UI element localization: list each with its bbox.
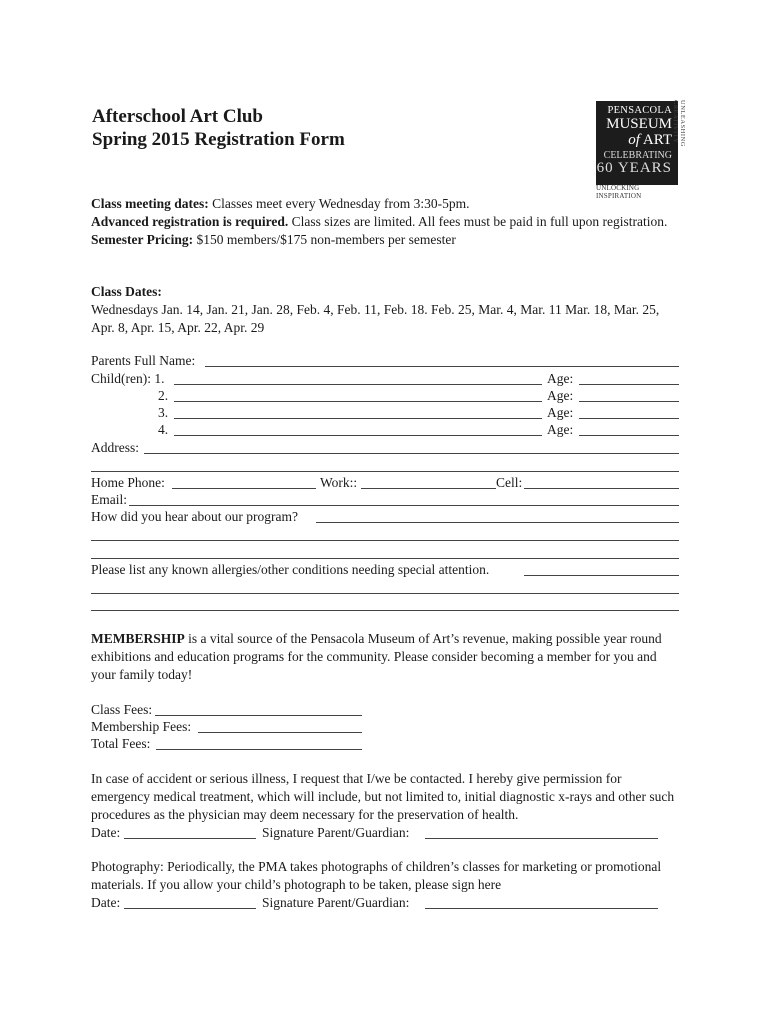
child-2-label: 2. — [158, 388, 169, 403]
title-line-1: Afterschool Art Club — [92, 106, 263, 127]
how-heard-field-line-2[interactable] — [91, 540, 679, 541]
logo-tagline: UNLOCKING INSPIRATION — [596, 184, 642, 200]
child-1-label: Child(ren): 1. — [91, 371, 165, 386]
allergies-field-line-2[interactable] — [91, 593, 679, 594]
photo-signature-field[interactable] — [425, 908, 658, 909]
logo-side-text: UNLEASHING CREATIVITY — [672, 100, 686, 147]
allergies-field-line-1[interactable] — [524, 575, 679, 576]
membership-text: is a vital source of the Pensacola Museum of Art’s revenue, making possible year round exhibitions and education programs for the community. Please consider becoming a member for you and your family today! — [91, 631, 662, 682]
membership-fees-label: Membership Fees: — [91, 719, 192, 734]
medical-date-field[interactable] — [124, 838, 256, 839]
work-phone-field[interactable] — [361, 488, 496, 489]
child-3-age-label: Age: — [547, 405, 574, 420]
photo-date-label: Date: — [91, 895, 121, 910]
title-line-2: Spring 2015 Registration Form — [92, 129, 345, 150]
membership-label: MEMBERSHIP — [91, 631, 185, 646]
photo-date-field[interactable] — [124, 908, 256, 909]
child-3-label: 3. — [158, 405, 169, 420]
child-2-name-field[interactable] — [174, 401, 542, 402]
membership-fees-field[interactable] — [198, 732, 362, 733]
child-4-name-field[interactable] — [174, 435, 542, 436]
logo-line-1: PENSACOLA — [607, 105, 672, 116]
logo-art: ART — [642, 132, 672, 148]
child-3-age-field[interactable] — [579, 418, 679, 419]
home-phone-label: Home Phone: — [91, 475, 165, 490]
class-dates — [91, 283, 681, 337]
cell-phone-field[interactable] — [524, 488, 679, 489]
child-2-age-field[interactable] — [579, 401, 679, 402]
semester-pricing-label: Semester Pricing: — [91, 232, 194, 247]
home-phone-field[interactable] — [172, 488, 316, 489]
address-field-line-2[interactable] — [91, 471, 679, 472]
parents-name-label: Parents Full Name: — [91, 353, 196, 368]
medical-date-label: Date: — [91, 825, 121, 840]
cell-phone-label: Cell: — [496, 475, 523, 490]
membership-paragraph — [91, 630, 681, 684]
child-1-age-field[interactable] — [579, 384, 679, 385]
email-field[interactable] — [129, 505, 679, 506]
total-fees-field[interactable] — [156, 749, 362, 750]
meeting-dates-text: Classes meet every Wednesday from 3:30-5pm. — [208, 196, 470, 211]
how-heard-field-line-3[interactable] — [91, 558, 679, 559]
address-field-line-1[interactable] — [144, 453, 679, 454]
child-2-age-label: Age: — [547, 388, 574, 403]
child-3-name-field[interactable] — [174, 418, 542, 419]
allergies-label: Please list any known allergies/other conditions needing special attention. — [91, 562, 490, 577]
logo-line-3 — [596, 132, 672, 148]
form-title — [92, 105, 345, 151]
advanced-registration-text: Class sizes are limited. All fees must be paid in full upon registration. — [288, 214, 668, 229]
child-4-age-label: Age: — [547, 422, 574, 437]
how-heard-field-line-1[interactable] — [316, 522, 679, 523]
museum-logo — [596, 101, 678, 185]
medical-signature-label: Signature Parent/Guardian: — [262, 825, 410, 840]
address-label: Address: — [91, 440, 139, 455]
class-fees-field[interactable] — [155, 715, 362, 716]
logo-of: of — [628, 132, 640, 148]
child-4-age-field[interactable] — [579, 435, 679, 436]
total-fees-label: Total Fees: — [91, 736, 151, 751]
class-dates-label: Class Dates: — [91, 284, 162, 299]
medical-signature-field[interactable] — [425, 838, 658, 839]
class-fees-label: Class Fees: — [91, 702, 153, 717]
allergies-field-line-3[interactable] — [91, 610, 679, 611]
how-heard-label: How did you hear about our program? — [91, 509, 298, 524]
logo-line-2: MUSEUM — [606, 116, 672, 132]
meeting-dates-label: Class meeting dates: — [91, 196, 209, 211]
child-1-age-label: Age: — [547, 371, 574, 386]
email-label: Email: — [91, 492, 127, 507]
logo-line-5: 60 YEARS — [596, 160, 672, 176]
semester-pricing-text: $150 members/$175 non-members per semester — [193, 232, 456, 247]
photography-paragraph: Photography: Periodically, the PMA takes photographs of children’s classes for marketing or promotional materials. If you allow your child’s photograph to be taken, please sign here — [91, 859, 662, 892]
class-info — [91, 195, 681, 249]
medical-consent-paragraph: In case of accident or serious illness, I request that I/we be contacted. I hereby give permission for emergency medical treatment, which will include, but not limited to, initial diagnostic x-rays and other such procedures as the physician may deem necessary for the preservation of health. — [91, 771, 675, 822]
advanced-registration-label: Advanced registration is required. — [91, 214, 289, 229]
child-1-name-field[interactable] — [174, 384, 542, 385]
class-dates-text: Wednesdays Jan. 14, Jan. 21, Jan. 28, Feb. 4, Feb. 11, Feb. 18. Feb. 25, Mar. 4, Mar. 11 Mar. 18, Mar. 25, Apr. 8, Apr. 15, Apr. 22, Apr. 29 — [91, 302, 660, 335]
parents-name-field[interactable] — [205, 366, 679, 367]
child-4-label: 4. — [158, 422, 169, 437]
work-phone-label: Work:: — [320, 475, 358, 490]
logo-line-4: CELEBRATING — [603, 150, 672, 161]
photo-signature-label: Signature Parent/Guardian: — [262, 895, 410, 910]
